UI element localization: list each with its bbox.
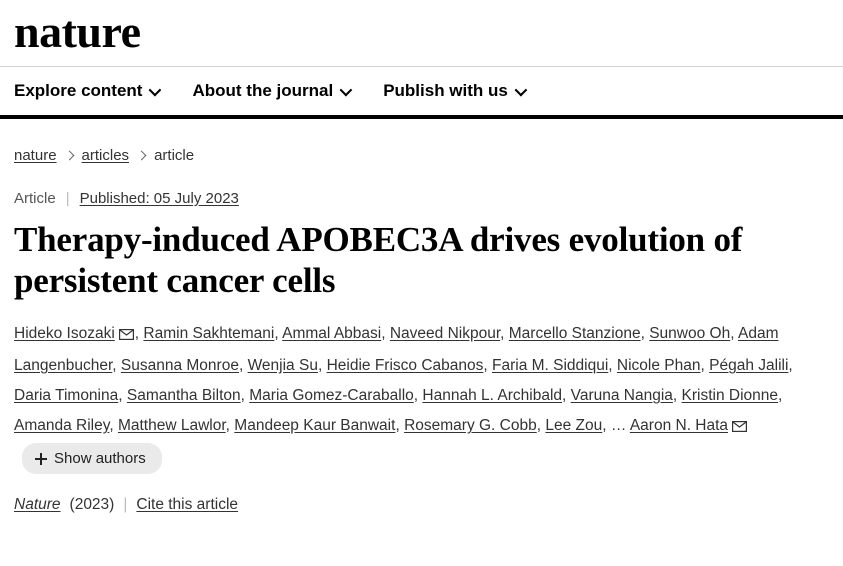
author-link[interactable]: Amanda Riley [14, 417, 110, 434]
author-link[interactable]: Nicole Phan [616, 357, 701, 374]
chevron-down-icon [149, 83, 162, 96]
chevron-right-icon [137, 151, 147, 161]
article-content [0, 119, 843, 514]
published-date-link[interactable]: Published: 05 July 2023 [79, 190, 239, 207]
chevron-down-icon [514, 83, 527, 96]
breadcrumb-item-nature[interactable]: nature [14, 147, 57, 164]
main-navigation [0, 67, 843, 119]
email-icon[interactable] [732, 413, 747, 443]
author-link[interactable]: Lee Zou [545, 417, 603, 434]
author-link[interactable]: Hannah L. Archibald [422, 387, 563, 404]
author-link[interactable]: Pégah Jalili [709, 357, 789, 374]
nav-item-publish-with-us[interactable] [383, 81, 524, 101]
author-link[interactable]: Daria Timonina [14, 387, 119, 404]
author-link[interactable]: Wenjia Su [247, 357, 318, 374]
cite-this-article-link[interactable]: Cite this article [136, 496, 239, 513]
author-link[interactable]: Rosemary G. Cobb [404, 417, 537, 434]
author-link[interactable]: Adam Langenbucher [14, 325, 779, 374]
author-link[interactable]: Ammal Abbasi [282, 325, 382, 342]
journal-name-link[interactable]: Nature [14, 496, 61, 513]
author-link[interactable]: Faria M. Siddiqui [492, 357, 609, 374]
nature-logo[interactable]: nature [14, 6, 141, 57]
breadcrumb-item-articles[interactable]: articles [81, 147, 130, 164]
author-link-last[interactable]: Aaron N. Hata [629, 417, 729, 434]
journal-year: (2023) [69, 496, 115, 513]
chevron-down-icon [340, 83, 353, 96]
journal-citation-line [14, 496, 829, 514]
plus-icon [35, 453, 47, 465]
nav-item-explore-content[interactable] [14, 81, 158, 101]
citation-divider: | [123, 496, 128, 513]
author-link[interactable]: Samantha Bilton [126, 387, 241, 404]
article-type-label: Article [14, 190, 56, 207]
author-link[interactable]: Matthew Lawlor [117, 417, 226, 434]
author-link[interactable]: Maria Gomez-Caraballo [249, 387, 414, 404]
author-link[interactable]: Heidie Frisco Cabanos [326, 357, 484, 374]
breadcrumb-item-article: article [154, 147, 195, 164]
nav-item-about-the-journal[interactable] [192, 81, 349, 101]
author-link[interactable]: Hideko Isozaki [14, 325, 115, 342]
author-link[interactable]: Kristin Dionne [681, 387, 779, 404]
article-meta-line [14, 190, 829, 207]
email-icon[interactable] [119, 321, 134, 351]
author-link[interactable]: Varuna Nangia [570, 387, 673, 404]
authors-ellipsis: … [610, 417, 627, 434]
show-authors-label: Show authors [54, 450, 146, 467]
meta-divider: | [65, 190, 70, 207]
chevron-right-icon [64, 151, 74, 161]
page-title: Therapy-induced APOBEC3A drives evolution of persistent cancer cells [14, 220, 743, 300]
breadcrumb [14, 119, 829, 164]
author-link[interactable]: Sunwoo Oh [649, 325, 731, 342]
author-list: Hideko Isozaki , Ramin Sakhtemani, Ammal Abbasi, Naveed Nikpour, Marcello Stanzione, Sunwoo Oh, Adam Langenbucher, Susanna Monroe, Wenjia Su, Heidie Frisco Cabanos, Faria M. Siddiqui, Nicole Phan, Pégah Jalili, Daria Timonina, Samantha Bilton, Maria Gomez-Caraballo, Hannah L. Archibald, Varuna Nangia, Kristin Dionne, Amanda Riley, Matthew Lawlor, Mandeep Kaur Banwait, Rosemary G. Cobb, Lee Zou, … Aaron N. Hata Show authors [14, 319, 829, 474]
show-authors-button[interactable] [22, 443, 162, 474]
nav-item-label: Publish with us [383, 81, 508, 100]
author-link[interactable]: Susanna Monroe [120, 357, 239, 374]
nav-item-label: About the journal [192, 81, 334, 100]
masthead [0, 0, 843, 67]
author-link[interactable]: Ramin Sakhtemani [143, 325, 275, 342]
nav-item-label: Explore content [14, 81, 143, 100]
author-link[interactable]: Marcello Stanzione [508, 325, 641, 342]
author-link[interactable]: Naveed Nikpour [389, 325, 501, 342]
author-link[interactable]: Mandeep Kaur Banwait [234, 417, 396, 434]
